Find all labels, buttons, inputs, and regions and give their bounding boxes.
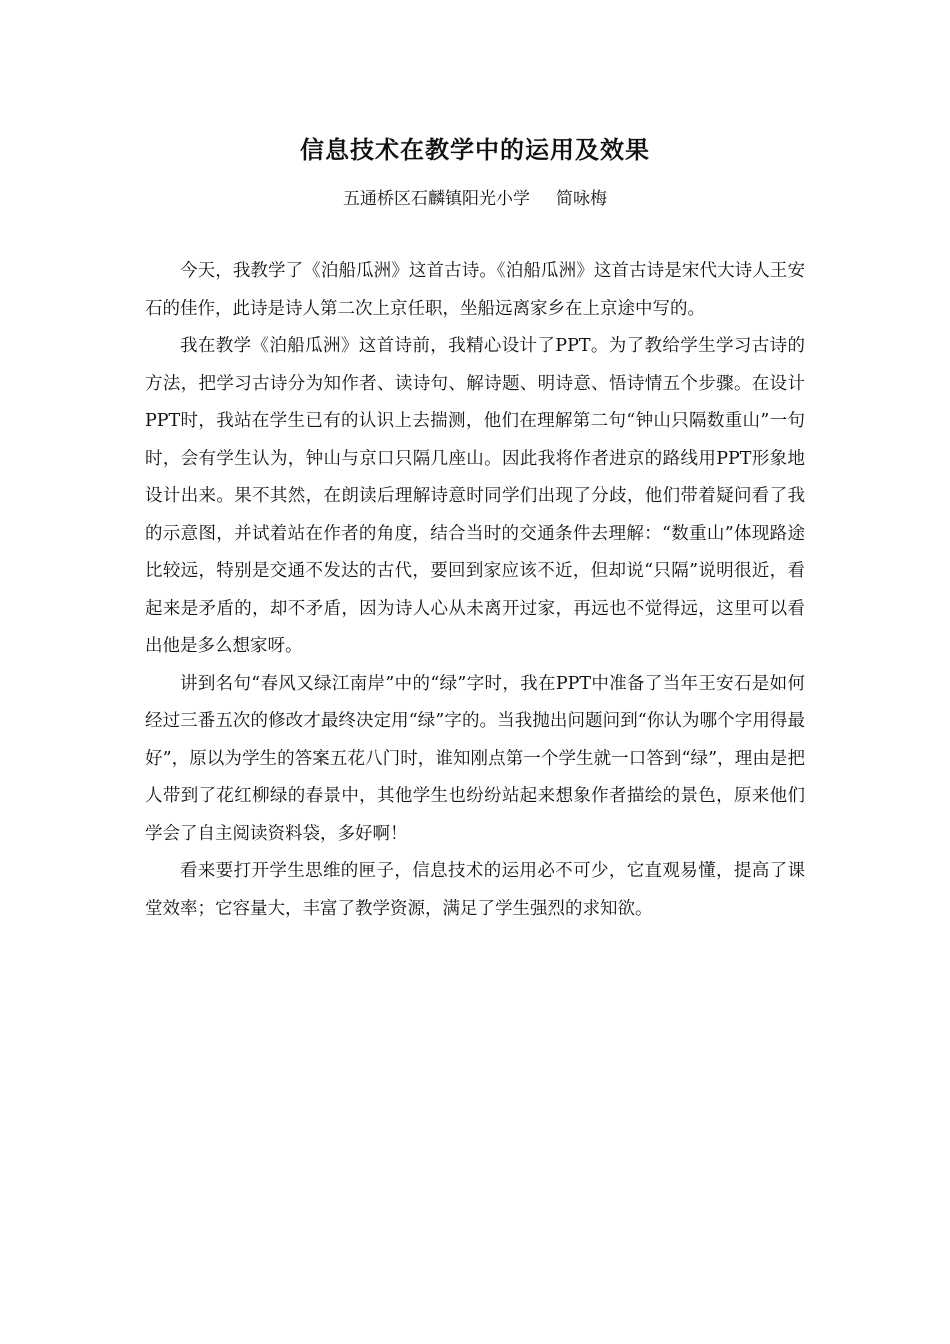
article-body	[145, 253, 805, 928]
paragraph-3: 讲到名句“春风又绿江南岸”中的“绿”字时，我在PPT中准备了当年王安石是如何经过三番五次的修改才最终决定用“绿”字的。当我抛出问题问到“你认为哪个字用得最好”，原以为学生的答案五花八门时，谁知刚点第一个学生就一口答到“绿”，理由是把人带到了花红柳绿的春景中，其他学生也纷纷站起来想象作者描绘的景色，原来他们学会了自主阅读资料袋，多好啊！	[145, 673, 805, 844]
author-name: 简咏梅	[556, 189, 607, 209]
page-title: 信息技术在教学中的运用及效果	[300, 135, 650, 164]
author-byline	[0, 185, 950, 213]
paragraph-1: 今天，我教学了《泊船瓜洲》这首古诗。《泊船瓜洲》这首古诗是宋代大诗人王安石的佳作，此诗是诗人第二次上京任职，坐船远离家乡在上京途中写的。	[145, 261, 805, 319]
paragraph-2: 我在教学《泊船瓜洲》这首诗前，我精心设计了PPT。为了教给学生学习古诗的方法，把学习古诗分为知作者、读诗句、解诗题、明诗意、悟诗情五个步骤。在设计PPT时，我站在学生已有的认识上去揣测，他们在理解第二句“钟山只隔数重山”一句时，会有学生认为，钟山与京口只隔几座山。因此我将作者进京的路线用PPT形象地设计出来。果不其然，在朗读后理解诗意时同学们出现了分歧，他们带着疑问看了我的示意图，并试着站在作者的角度，结合当时的交通条件去理解：“数重山”体现路途比较远，特别是交通不发达的古代，要回到家应该不近，但却说“只隔”说明很近，看起来是矛盾的，却不矛盾，因为诗人心从未离开过家，再远也不觉得远，这里可以看出他是多么想家呀。	[145, 336, 805, 656]
paragraph-4: 看来要打开学生思维的匣子，信息技术的运用必不可少，它直观易懂，提高了课堂效率；它容量大，丰富了教学资源，满足了学生强烈的求知欲。	[145, 861, 805, 919]
author-school: 五通桥区石麟镇阳光小学	[343, 189, 530, 209]
